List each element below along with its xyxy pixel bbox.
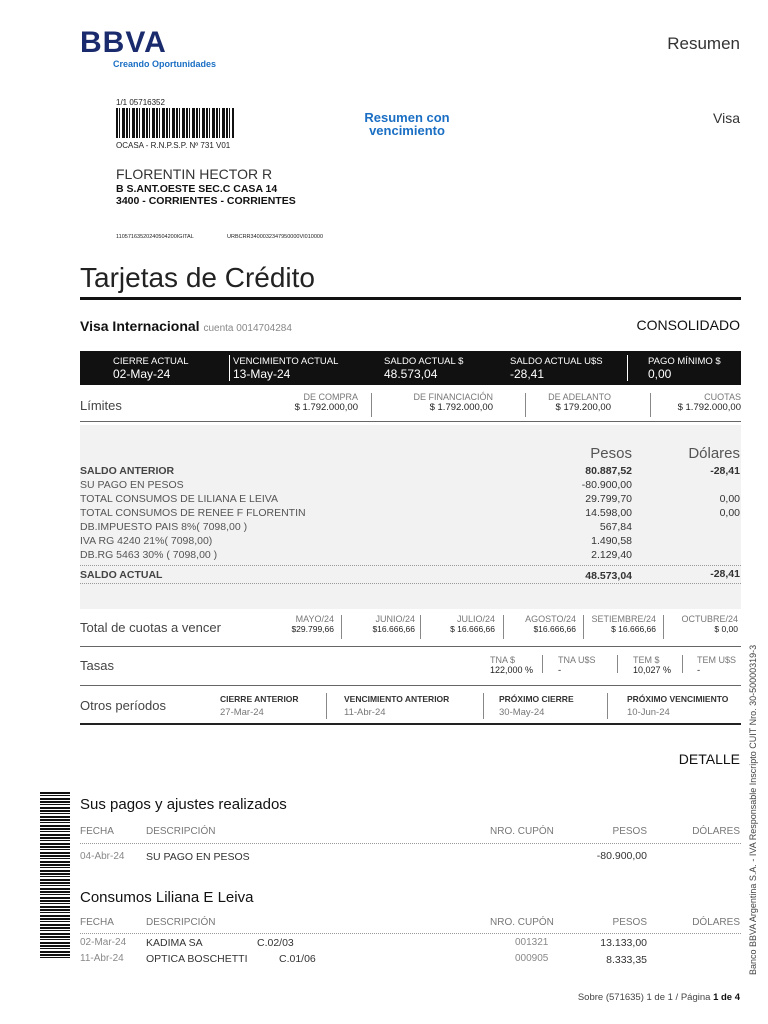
dolares-header: Dólares [688,445,740,462]
limite-label: CUOTAS [704,392,741,402]
saldo-row-label: DB.IMPUESTO PAIS 8%( 7098,00 ) [80,521,248,533]
cuota-setiembre [586,614,656,634]
cuota-value: $ 0,00 [714,624,738,634]
summary-label: SALDO ACTUAL U$S [510,356,603,367]
saldo-row-pesos: -80.900,00 [581,479,632,491]
cuota-month: JUNIO/24 [375,614,415,624]
cuota-junio [348,614,415,634]
col-fecha: FECHA [80,917,114,928]
column-separator [583,615,584,639]
saldo-row-label: IVA RG 4240 21%( 7098,00) [80,535,213,547]
summary-value: 0,00 [648,367,672,381]
divider [80,646,741,647]
summary-value: 13-May-24 [233,367,291,381]
column-separator [650,393,651,417]
resumen-con-vencimiento: Resumen con vencimiento [364,110,450,138]
page-title: Tarjetas de Crédito [80,262,316,293]
summary-label: PAGO MÍNIMO $ [648,356,721,367]
column-separator [326,693,327,719]
column-separator [371,393,372,417]
col-dolares: DÓLARES [692,826,740,837]
col-pesos: PESOS [612,826,647,837]
proximo-cierre [499,694,574,718]
summary-value: 48.573,04 [384,367,438,381]
col-cupon: NRO. CUPÓN [490,917,554,928]
column-separator [607,693,608,719]
col-dolares: DÓLARES [692,917,740,928]
cuota-value: $29.799,66 [291,624,334,634]
summary-value: -28,41 [510,367,545,381]
column-separator [420,615,421,639]
card-type: Visa [713,110,740,126]
mail-barcode [116,108,234,138]
limite-adelanto [530,392,611,413]
legal-vertical-text: Banco BBVA Argentina S.A. - IVA Responsable Inscripto CUIT Nro. 30-50000319-3 [748,644,758,975]
cuotas-label: Total de cuotas a vencer [80,620,221,635]
tasa-label: TNA $ [490,655,516,665]
summary-separator [229,355,230,381]
column-separator [542,655,543,673]
customer-name: FLORENTIN HECTOR R [116,166,273,182]
row-cuota: C.01/06 [279,953,316,965]
consolidado-label: CONSOLIDADO [636,317,740,333]
limite-value: $ 179.200,00 [555,402,611,413]
saldo-actual-dolares: -28,41 [710,568,740,580]
ocasa-code: OCASA - R.N.P.S.P. Nº 731 V01 [116,141,231,150]
col-pesos: PESOS [612,917,647,928]
limite-value: $ 1.792.000,00 [429,402,493,413]
tasa-label: TEM $ [633,655,660,665]
dotted-divider [80,843,741,844]
row-cupon: 000905 [515,953,549,964]
routing-code-1: 11057163520240504200IGITAL [116,234,194,240]
limite-cuotas [655,392,741,413]
footer-text: Sobre (571635) 1 de 1 / Página [577,992,711,1003]
proximo-vencimiento [627,694,728,718]
saldo-row-pesos: 2.129,40 [591,549,632,561]
cuota-mayo [272,614,334,634]
row-pesos: 8.333,35 [606,954,647,966]
saldo-actual-label: SALDO ACTUAL [80,569,163,581]
saldo-row-pesos: 1.490,58 [591,535,632,547]
saldo-row-pesos: 80.887,52 [585,465,632,477]
bbva-logo: BBVA [80,26,167,59]
doc-type: Resumen [667,34,740,53]
period-label: PRÓXIMO CIERRE [499,694,574,704]
side-barcode [40,792,70,958]
cuota-month: JULIO/24 [456,614,495,624]
row-fecha: 02-Mar-24 [80,937,127,948]
period-label: CIERRE ANTERIOR [220,694,299,704]
column-separator [682,655,683,673]
account-number: cuenta 0014704284 [203,323,292,334]
address-line-2: 3400 - CORRIENTES - CORRIENTES [116,195,296,207]
tasa-value: 122,000 % [490,665,534,675]
limite-label: DE FINANCIACIÓN [413,392,493,402]
limite-value: $ 1.792.000,00 [677,402,741,413]
column-separator [341,615,342,639]
cuota-value: $16.666,66 [533,624,576,634]
tasas-label: Tasas [80,658,114,673]
dotted-divider [80,565,741,566]
summary-value: 02-May-24 [113,367,171,381]
footer-page: 1 de 4 [713,992,740,1003]
otros-periodos-label: Otros períodos [80,698,166,713]
saldo-row-label: SU PAGO EN PESOS [80,479,184,491]
row-cupon: 001321 [515,937,549,948]
cuota-value: $ 16.666,66 [611,624,656,634]
divider [80,421,741,422]
vencimiento-anterior [344,694,449,718]
tasa-tem-pesos [633,655,677,675]
limite-compra [270,392,358,413]
row-desc: SU PAGO EN PESOS [146,851,250,863]
address-line-1: B S.ANT.OESTE SEC.C CASA 14 [116,183,278,195]
pesos-header: Pesos [590,445,632,462]
saldo-row-dolares: -28,41 [710,465,740,477]
routing-code-2: URBCRR3400032347950000VI010000 [227,234,324,240]
saldo-row-pesos: 567,84 [599,521,632,533]
cuota-value: $16.666,66 [372,624,415,634]
column-separator [525,393,526,417]
account-name-text: Visa Internacional [80,318,200,334]
cuota-octubre [668,614,738,634]
saldo-row-pesos: 14.598,00 [585,507,632,519]
saldo-row-label: TOTAL CONSUMOS DE RENEE F FLORENTIN [80,507,306,519]
tasa-value: 10,027 % [633,665,672,675]
account-name [80,318,292,334]
tasa-tem-dolares [697,655,741,676]
cuota-month: AGOSTO/24 [525,614,576,624]
summary-saldo-pesos [384,356,463,381]
pagos-section-title: Sus pagos y ajustes realizados [80,796,287,813]
summary-label: VENCIMIENTO ACTUAL [233,356,339,367]
cuota-month: SETIEMBRE/24 [591,614,656,624]
limite-value: $ 1.792.000,00 [294,402,358,413]
tasa-tna-dolares [558,655,608,676]
column-separator [663,615,664,639]
col-cupon: NRO. CUPÓN [490,826,554,837]
tasa-tna-pesos [490,655,534,675]
limite-financiacion [400,392,493,413]
dotted-divider [80,933,741,934]
col-descripcion: DESCRIPCIÓN [146,826,216,837]
period-value: 10-Jun-24 [627,707,670,718]
row-fecha: 04-Abr-24 [80,851,125,862]
summary-saldo-dolares [510,356,603,381]
divider [80,723,741,725]
saldo-actual-pesos: 48.573,04 [585,570,632,582]
period-value: 11-Abr-24 [344,707,386,718]
column-separator [617,655,618,673]
tasa-value: - [558,665,562,676]
detalle-heading: DETALLE [678,751,740,767]
period-value: 27-Mar-24 [220,707,264,718]
cuota-month: MAYO/24 [295,614,334,624]
saldo-row-dolares: 0,00 [719,507,740,519]
row-pesos: -80.900,00 [596,850,647,862]
saldo-row-pesos: 29.799,70 [585,493,632,505]
divider [80,685,741,686]
row-desc: OPTICA BOSCHETTI [146,953,248,965]
barcode-number: 1/1 05716352 [116,98,165,107]
summary-pago-minimo [648,356,721,381]
summary-label: SALDO ACTUAL $ [384,356,464,367]
tasa-value: - [697,665,701,676]
consumos-section-title: Consumos Liliana E Leiva [80,889,254,906]
row-pesos: 13.133,00 [600,937,647,949]
column-separator [483,693,484,719]
cuota-julio [425,614,495,634]
dotted-divider [80,583,741,584]
col-descripcion: DESCRIPCIÓN [146,917,216,928]
row-cuota: C.02/03 [257,937,294,949]
tasa-label: TNA U$S [558,655,596,665]
limites-label: Límites [80,398,122,413]
period-value: 30-May-24 [499,707,545,718]
period-label: PRÓXIMO VENCIMIENTO [627,694,729,704]
column-separator [503,615,504,639]
cierre-anterior [220,694,299,718]
limite-label: DE ADELANTO [548,392,611,402]
page-footer [578,992,740,1003]
title-divider [80,297,741,300]
summary-cierre [113,356,189,381]
saldo-row-dolares: 0,00 [719,493,740,505]
saldo-row-label: SALDO ANTERIOR [80,465,175,477]
period-label: VENCIMIENTO ANTERIOR [344,694,450,704]
summary-label: CIERRE ACTUAL [113,356,189,367]
limite-label: DE COMPRA [303,392,358,402]
row-fecha: 11-Abr-24 [80,953,124,964]
cuota-value: $ 16.666,66 [450,624,495,634]
row-desc: KADIMA SA [146,937,203,949]
tagline: Creando Oportunidades [113,59,217,69]
cuota-agosto [508,614,576,634]
tasa-label: TEM U$S [697,655,737,665]
saldo-row-label: TOTAL CONSUMOS DE LILIANA E LEIVA [80,493,279,505]
summary-vencimiento [233,356,338,381]
cuota-month: OCTUBRE/24 [681,614,738,624]
col-fecha: FECHA [80,826,114,837]
saldo-row-label: DB.RG 5463 30% ( 7098,00 ) [80,549,218,561]
summary-separator [627,355,628,381]
